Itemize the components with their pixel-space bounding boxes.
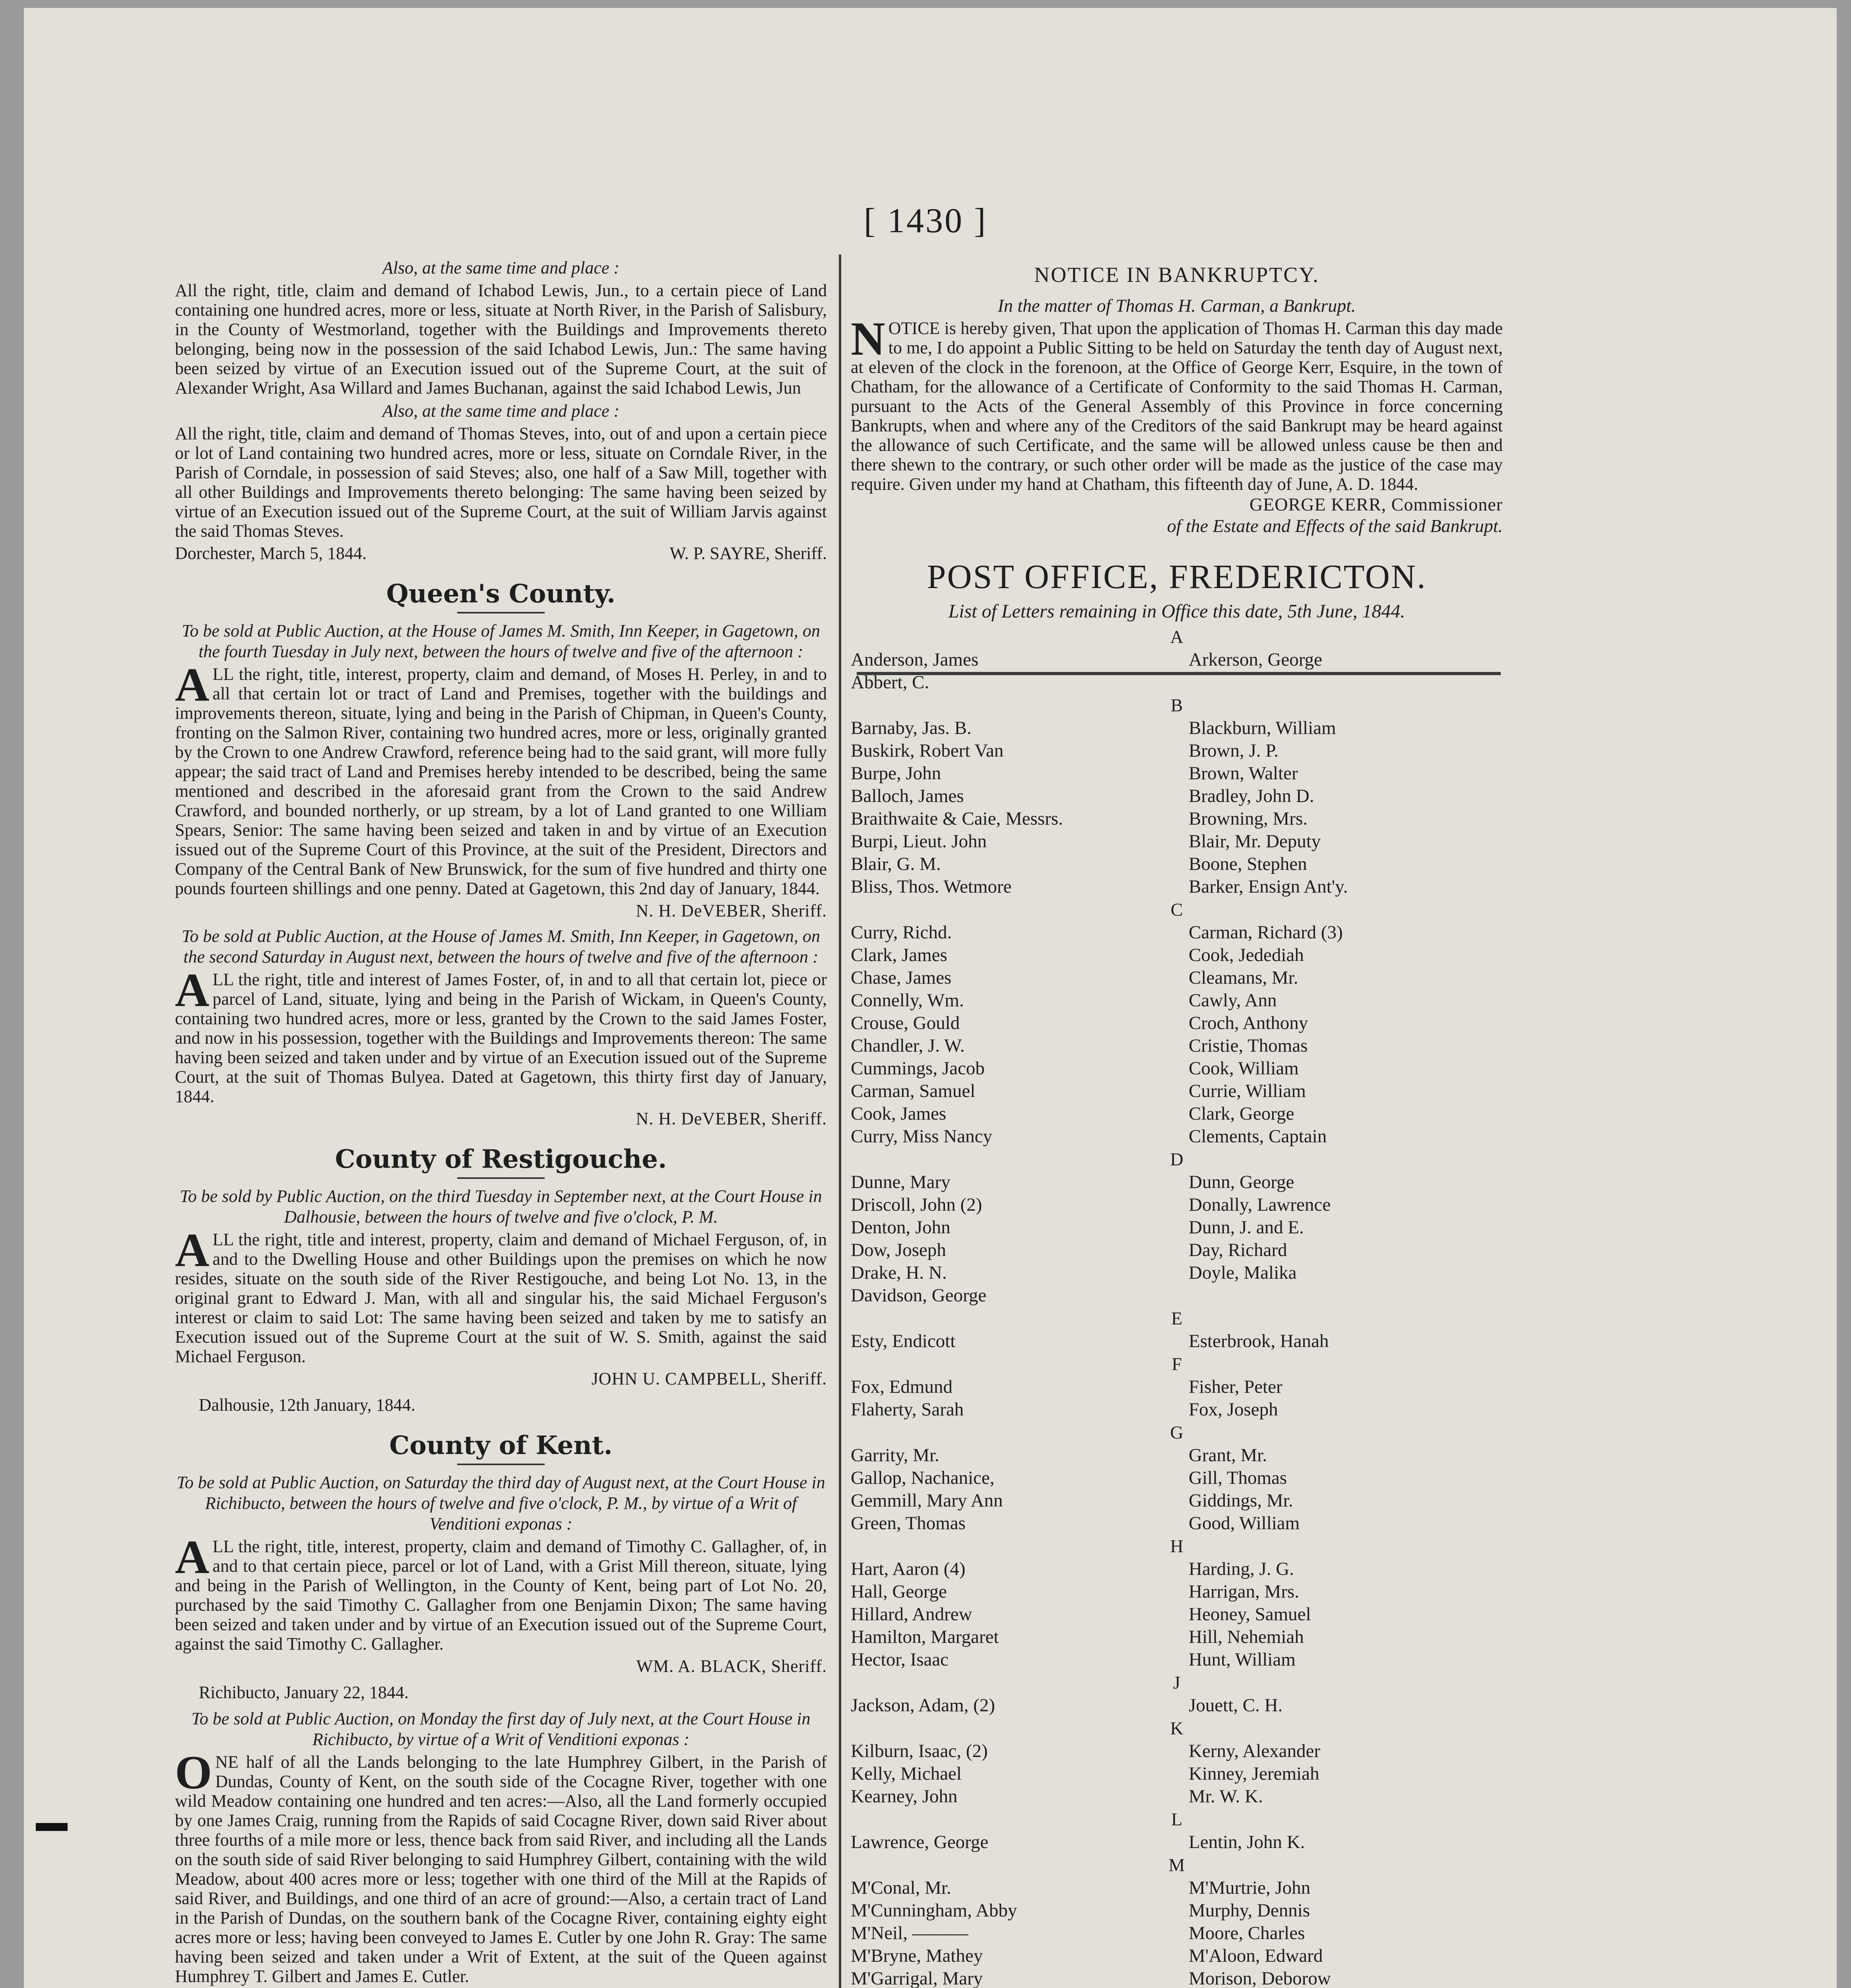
alphabet-letter-heading: L <box>1171 1809 1183 1829</box>
names-column-right <box>1189 1831 1503 1854</box>
heading-ornament <box>457 1464 545 1465</box>
letter-recipient-name: Fisher, Peter <box>1189 1376 1283 1397</box>
notice-header: To be sold at Public Auction, at the House of James M. Smith, Inn Keeper, in Gagetown, on the fourth Tuesday in July next, between the hours of twelve and five of the afternoon : <box>182 621 820 661</box>
notice-body: ALL the right, title, interest, property, claim and demand, of Moses H. Perley, in and to all that certain lot or tract of Land and Premises, together with the buildings and improvements thereon, situate, lying and being in the Parish of Chipman, in Queen's County, fronting on the Salmon River, containing two hundred acres, more or less, originally granted by the Crown to one Andrew Crawford, reference being had to the said grant, will more fully appear; the said tract of Land and Premises hereby intended to be described, being the same mentioned and described in the aforesaid grant from the Crown to the said Andrew Crawford, and bounded northerly, or up stream, by a lot of Land granted to one William Spears, Senior: The same having been seized and taken in and by virtue of an Execution issued out of the Supreme Court of this Province, at the suit of the President, Directors and Company of the Central Bank of New Brunswick, for the sum of five hundred and thirty one pounds fourteen shillings and one penny. Dated at Gagetown, this 2nd day of January, 1844. <box>175 658 827 898</box>
names-column-right <box>1189 1877 1503 1988</box>
names-column-right <box>1189 648 1503 694</box>
notice-body: ALL the right, title and interest of James Foster, of, in and to all that certain lot, piece or parcel of Land, situate, lying and being in the Parish of Wickam, in Queen's County, containing two hundred acres, more or less, granted by the Crown to the said James Foster, and now in his possession, together with the Buildings and Improvements thereon: The same having been seized and taken under and by virtue of an Execution issued out of the Supreme Court, at the suit of Thomas Bulyea. Dated at Gagetown, this thirty first day of January, 1844. <box>175 963 827 1106</box>
sheriff-name: WM. A. BLACK, Sheriff. <box>636 1656 827 1676</box>
dorchester-notices <box>175 258 827 565</box>
letter-recipient-name: Burpe, John <box>851 763 941 784</box>
letter-recipient-name: M'Conal, Mr. <box>851 1877 951 1898</box>
letter-recipient-name: Hart, Aaron (4) <box>851 1559 966 1579</box>
letter-recipient-name: Cook, Jedediah <box>1189 945 1304 965</box>
sheriff-name: JOHN U. CAMPBELL, Sheriff. <box>591 1369 827 1388</box>
letter-recipient-name: Arkerson, George <box>1189 649 1322 670</box>
letter-recipient-name: Boone, Stephen <box>1189 854 1307 874</box>
names-column-right <box>1189 1558 1503 1671</box>
alphabet-letter-heading: C <box>1170 899 1183 920</box>
names-column-left <box>851 1831 1189 1854</box>
names-row <box>851 1376 1503 1421</box>
heading-ornament <box>457 612 545 613</box>
letter-recipient-name: Cleamans, Mr. <box>1189 967 1298 988</box>
names-column-left <box>851 1376 1189 1421</box>
names-column-right <box>1189 1330 1503 1353</box>
names-column-left <box>851 921 1189 1148</box>
letter-recipient-name: Cook, James <box>851 1103 947 1124</box>
margin-mark <box>36 1823 68 1831</box>
letter-recipient-name: Davidson, George <box>851 1285 987 1306</box>
alphabet-letter-heading: H <box>1170 1536 1184 1556</box>
letter-recipient-name: Burpi, Lieut. John <box>851 831 987 852</box>
post-office-subtitle: List of Letters remaining in Office this date, 5th June, 1844. <box>948 601 1405 622</box>
letter-recipient-name: Crouse, Gould <box>851 1013 960 1033</box>
alphabet-letter-heading: A <box>1170 627 1184 647</box>
letter-recipient-name: Blair, Mr. Deputy <box>1189 831 1321 852</box>
letter-recipient-name: Abbert, C. <box>851 672 929 693</box>
county-heading: Queen's County. <box>386 579 616 609</box>
letter-recipient-name: Anderson, James <box>851 649 979 670</box>
letter-recipient-name: Cummings, Jacob <box>851 1058 985 1079</box>
letter-recipient-name: Brown, Walter <box>1189 763 1298 784</box>
letter-recipient-name: Buskirk, Robert Van <box>851 740 1004 761</box>
notice-header: Also, at the same time and place : <box>382 401 620 421</box>
letter-recipient-name: Flaherty, Sarah <box>851 1399 964 1420</box>
alphabet-letter-heading: F <box>1172 1354 1182 1374</box>
names-row <box>851 1877 1503 1988</box>
notice-place-date: Richibucto, January 22, 1844. <box>199 1683 409 1702</box>
letter-recipient-name: Lentin, John K. <box>1189 1832 1305 1852</box>
letter-recipient-name: Brown, J. P. <box>1189 740 1279 761</box>
names-column-left <box>851 1171 1189 1307</box>
names-row <box>851 1444 1503 1535</box>
notice-body: ALL the right, title and interest, property, claim and demand of Michael Ferguson, of, in and to the Dwelling House and other Buildings upon the premises on which he now resides, situate on the south side of the River Restigouche, and being Lot No. 13, in the original grant to Edward J. Man, with all and singular his, the said Michael Ferguson's interest or claim to said Lot: The same having been seized and taken by me to satisfy an Execution issued out of the Supreme Court at the suit of W. S. Smith, against the said Michael Ferguson. <box>175 1223 827 1366</box>
letter-recipient-name: Denton, John <box>851 1217 951 1238</box>
notice-place-date: Dalhousie, 12th January, 1844. <box>199 1395 415 1415</box>
letter-group <box>851 1808 1503 1854</box>
letter-recipient-name: Curry, Richd. <box>851 922 952 943</box>
names-column-right <box>1189 921 1503 1148</box>
names-column-left <box>851 1444 1189 1535</box>
letter-recipient-name: Green, Thomas <box>851 1513 966 1534</box>
letter-recipient-name: Good, William <box>1189 1513 1300 1534</box>
left-column <box>175 254 827 1988</box>
letter-recipient-name: Blackburn, William <box>1189 718 1336 738</box>
letter-recipient-name: Curry, Miss Nancy <box>851 1126 992 1147</box>
letter-recipient-name: Heoney, Samuel <box>1189 1604 1311 1625</box>
letter-recipient-name: Cawly, Ann <box>1189 990 1277 1011</box>
letter-recipient-name: Esterbrook, Hanah <box>1189 1331 1329 1351</box>
bankruptcy-body: NOTICE is hereby given, That upon the application of Thomas H. Carman this day made to me, I do appoint a Public Sitting to be held on Saturday the tenth day of August next, at eleven of the clock in the forenoon, at the Office of George Kerr, Esquire, in the town of Chatham, for the allowance of a Certificate of Conformity to the said Thomas H. Carman, pursuant to the Acts of the General Assembly of this Province in force concerning Bankrupts, when and where any of the Creditors of the said Bankrupt may be heard against the allowance of such Certificate, and the same will be allowed unless cause be then and there shewn to the contrary, or such other order will be made as the justice of the case may require. Given under my hand at Chatham, this fifteenth day of June, A. D. 1844. <box>851 312 1503 494</box>
letter-recipient-name: Hunt, William <box>1189 1649 1296 1670</box>
letter-recipient-name: Carman, Samuel <box>851 1081 976 1101</box>
post-office-letters <box>851 557 1503 1988</box>
letter-recipient-name: Barker, Ensign Ant'y. <box>1189 876 1348 897</box>
letter-recipient-name: Bliss, Thos. Wetmore <box>851 876 1012 897</box>
letter-recipient-name: Cook, William <box>1189 1058 1299 1079</box>
notice-body: ONE half of all the Lands belonging to the late Humphrey Gilbert, in the Parish of Dundas, County of Kent, on the south side of the Cocagne River, together with one wild Meadow containing one hundred and ten acres:—Also, all the Land formerly occupied by one James Craig, running from the Rapids of said Cocagne River, down said River about three fourths of a mile more or less, thence back from said River, and including all the Lands on the south side of said River belonging to said Humphrey Gilbert, containing with the wild Meadow, about 400 acres more or less; together with one third of the Mill at the Rapids of said River, and Buildings, and one third of an acre of ground:—Also, a certain tract of Land in the Parish of Dundas, on the southern bank of the Cocagne River, containing eighty eight acres more or less; having been conveyed to James E. Cutler by one John R. Gray: The same having been seized and taken under a Writ of Extent, at the suit of the Queen against Humphrey T. Gilbert and James E. Cutler. <box>175 1746 827 1986</box>
bankruptcy-matter: In the matter of Thomas H. Carman, a Bankrupt. <box>997 295 1356 316</box>
letter-recipient-name: Hall, George <box>851 1581 947 1602</box>
letter-group <box>851 1535 1503 1671</box>
letter-recipient-name: Blair, G. M. <box>851 854 941 874</box>
letter-group <box>851 1854 1503 1988</box>
names-column-left <box>851 1740 1189 1808</box>
alphabet-letter-heading: J <box>1173 1672 1180 1693</box>
alphabet-letter-heading: K <box>1170 1718 1184 1738</box>
notice-header: To be sold at Public Auction, at the House of James M. Smith, Inn Keeper, in Gagetown, on the second Saturday in August next, between the hours of twelve and five of the afternoon : <box>182 926 820 967</box>
notice-body: ALL the right, title, interest, property, claim and demand of Timothy C. Gallagher, of, in and to that certain piece, parcel or lot of Land, with a Grist Mill thereon, situate, lying and being in the Parish of Wellington, in the County of Kent, being part of Lot No. 20, purchased by the said Timothy C. Gallagher from one Benjamin Dixon; The same having been seized and taken under and by virtue of an Execution issued out of the Supreme Court, against the said Timothy C. Gallagher. <box>175 1530 827 1654</box>
names-row <box>851 921 1503 1148</box>
letter-recipient-name: Dunn, J. and E. <box>1189 1217 1304 1238</box>
notice-body: All the right, title, claim and demand of Ichabod Lewis, Jun., to a certain piece of Land containing one hundred acres, more or less, situate at North River, in the Parish of Salisbury, in the County of Westmorland, together with the Buildings and Improvements thereto belonging, being now in the possession of the said Ichabod Lewis, Jun.: The same having been seized by virtue of an Execution issued out of the Supreme Court, at the suit of Alexander Wright, Asa Willard and James Buchanan, against the said Ichabod Lewis, Jun <box>175 281 827 398</box>
notice-header: To be sold at Public Auction, on Saturday the third day of August next, at the Court House in Richibucto, between the hours of twelve and five o'clock, P. M., by virtue of a Writ of Venditioni exponas : <box>177 1473 825 1534</box>
letter-group <box>851 625 1503 694</box>
kent-county-notices <box>175 1431 827 1988</box>
letter-recipient-name: Giddings, Mr. <box>1189 1490 1293 1511</box>
sheriff-name: N. H. DeVEBER, Sheriff. <box>636 901 827 920</box>
letter-recipient-name: Gemmill, Mary Ann <box>851 1490 1003 1511</box>
notice-header: To be sold by Public Auction, on the third Tuesday in September next, at the Court House in Dalhousie, between the hours of twelve and five o'clock, P. M. <box>180 1186 822 1227</box>
letter-recipient-name: Kilburn, Isaac, (2) <box>851 1741 988 1761</box>
letter-recipient-name: Gill, Thomas <box>1189 1468 1287 1488</box>
letter-recipient-name: Browning, Mrs. <box>1189 808 1308 829</box>
queens-county-notices <box>175 579 827 1130</box>
letter-group <box>851 1421 1503 1535</box>
page-number: [ 1430 ] <box>863 202 988 240</box>
alphabet-letter-heading: M <box>1168 1855 1185 1875</box>
letter-recipient-name: Grant, Mr. <box>1189 1445 1267 1466</box>
county-heading: County of Restigouche. <box>335 1144 667 1174</box>
letter-recipient-name: Jackson, Adam, (2) <box>851 1695 995 1716</box>
alphabet-letter-heading: G <box>1170 1422 1184 1442</box>
letter-recipient-name: Jouett, C. H. <box>1189 1695 1283 1716</box>
letter-recipient-name: M'Bryne, Mathey <box>851 1945 983 1966</box>
letter-recipient-name: Esty, Endicott <box>851 1331 956 1351</box>
right-column <box>851 254 1503 1988</box>
notice-header: Also, at the same time and place : <box>382 258 620 278</box>
letter-recipient-name: Mr. W. K. <box>1189 1786 1263 1807</box>
names-row <box>851 1740 1503 1808</box>
alphabet-letter-heading: D <box>1170 1149 1184 1169</box>
letter-recipient-name: Currie, William <box>1189 1081 1306 1101</box>
names-column-left <box>851 1330 1189 1353</box>
letter-recipient-name: Gallop, Nachanice, <box>851 1468 995 1488</box>
letter-group <box>851 1353 1503 1421</box>
names-row <box>851 1558 1503 1671</box>
letter-recipient-name: Dunn, George <box>1189 1172 1294 1192</box>
letter-recipient-name: Clark, James <box>851 945 947 965</box>
letter-recipient-name: Dunne, Mary <box>851 1172 951 1192</box>
letter-recipient-name: Kinney, Jeremiah <box>1189 1763 1319 1784</box>
alphabet-letter-heading: B <box>1170 695 1183 715</box>
letter-recipient-name: Garrity, Mr. <box>851 1445 939 1466</box>
letter-recipient-name: Hill, Nehemiah <box>1189 1627 1304 1647</box>
sheriff-name: N. H. DeVEBER, Sheriff. <box>636 1109 827 1128</box>
notice-body: All the right, title, claim and demand of Thomas Steves, into, out of and upon a certain piece or lot of Land containing two hundred acres, more or less, situate on Corndale River, in the Parish of Corndale, in possession of said Steves; also, one half of a Saw Mill, together with all other Buildings and Improvements thereto belonging: The same having been seized by virtue of an Execution issued out of the Supreme Court, at the suit of William Jarvis against the said Thomas Steves. <box>175 424 827 541</box>
letter-recipient-name: Fox, Edmund <box>851 1376 953 1397</box>
letter-recipient-name: Kerny, Alexander <box>1189 1741 1321 1761</box>
names-column-right <box>1189 1444 1503 1535</box>
letter-recipient-name: Dow, Joseph <box>851 1240 946 1260</box>
letter-recipient-name: Connelly, Wm. <box>851 990 964 1011</box>
letter-group <box>851 694 1503 898</box>
names-column-right <box>1189 1694 1503 1717</box>
column-divider <box>839 254 841 1988</box>
names-row <box>851 1694 1503 1717</box>
names-column-right <box>1189 717 1503 898</box>
names-column-left <box>851 1877 1189 1988</box>
letter-recipient-name: M'Aloon, Edward <box>1189 1945 1323 1966</box>
letter-recipient-name: Kearney, John <box>851 1786 958 1807</box>
letter-recipient-name: Driscoll, John (2) <box>851 1194 982 1215</box>
names-row <box>851 717 1503 898</box>
letter-recipient-name: Kelly, Michael <box>851 1763 962 1784</box>
restigouche-county-notices <box>175 1144 827 1416</box>
letter-recipient-name: M'Garrigal, Mary <box>851 1968 983 1988</box>
letter-group <box>851 1717 1503 1808</box>
bankruptcy-title: NOTICE IN BANKRUPTCY. <box>1034 263 1319 287</box>
notice-signature <box>175 542 827 565</box>
letter-recipient-name: Clements, Captain <box>1189 1126 1327 1147</box>
names-column-left <box>851 1694 1189 1717</box>
names-column-left <box>851 1558 1189 1671</box>
letter-recipient-name: Moore, Charles <box>1189 1923 1305 1943</box>
letter-recipient-name: Drake, H. N. <box>851 1262 947 1283</box>
letter-recipient-name: Braithwaite & Caie, Messrs. <box>851 808 1063 829</box>
letter-recipient-name: Lawrence, George <box>851 1832 989 1852</box>
letter-group <box>851 1148 1503 1307</box>
letters-list <box>851 625 1503 1988</box>
letter-recipient-name: Hector, Isaac <box>851 1649 949 1670</box>
letter-recipient-name: Day, Richard <box>1189 1240 1287 1260</box>
letter-recipient-name: Bradley, John D. <box>1189 786 1314 806</box>
letter-group <box>851 1307 1503 1353</box>
letter-recipient-name: Croch, Anthony <box>1189 1013 1308 1033</box>
letter-recipient-name: M'Murtrie, John <box>1189 1877 1311 1898</box>
letter-recipient-name: Murphy, Dennis <box>1189 1900 1310 1921</box>
letter-recipient-name: Cristie, Thomas <box>1189 1035 1308 1056</box>
commissioner-name: GEORGE KERR, Commissioner <box>1249 494 1503 514</box>
names-column-left <box>851 717 1189 898</box>
letter-recipient-name: Barnaby, Jas. B. <box>851 718 972 738</box>
bankruptcy-notice <box>851 262 1503 537</box>
names-column-left <box>851 648 1189 694</box>
commissioner-title: of the Estate and Effects of the said Bankrupt. <box>1167 516 1503 536</box>
letter-recipient-name: Donally, Lawrence <box>1189 1194 1331 1215</box>
heading-ornament <box>457 1177 545 1179</box>
letter-recipient-name: Hamilton, Margaret <box>851 1627 999 1647</box>
letter-recipient-name: Chandler, J. W. <box>851 1035 965 1056</box>
letter-recipient-name: Morison, Deborow <box>1189 1968 1331 1988</box>
letter-recipient-name: M'Cunningham, Abby <box>851 1900 1017 1921</box>
letter-recipient-name: Doyle, Malika <box>1189 1262 1297 1283</box>
letter-recipient-name: Clark, George <box>1189 1103 1294 1124</box>
alphabet-letter-heading: E <box>1171 1308 1183 1328</box>
notice-header: To be sold at Public Auction, on Monday the first day of July next, at the Court House in Richibucto, by virtue of a Writ of Venditioni exponas : <box>191 1709 811 1749</box>
notice-place-date: Dorchester, March 5, 1844. <box>175 544 367 563</box>
names-row <box>851 1831 1503 1854</box>
sheriff-name: W. P. SAYRE, Sheriff. <box>669 544 827 563</box>
names-row <box>851 1171 1503 1307</box>
names-column-right <box>1189 1740 1503 1808</box>
letter-recipient-name: Harrigan, Mrs. <box>1189 1581 1300 1602</box>
letter-group <box>851 1671 1503 1717</box>
names-row <box>851 1330 1503 1353</box>
letter-group <box>851 898 1503 1148</box>
letter-recipient-name: Hillard, Andrew <box>851 1604 972 1625</box>
post-office-title: POST OFFICE, FREDERICTON. <box>927 557 1427 596</box>
letter-recipient-name: Carman, Richard (3) <box>1189 922 1343 943</box>
letter-recipient-name: M'Neil, ——— <box>851 1923 968 1943</box>
letter-recipient-name: Harding, J. G. <box>1189 1559 1294 1579</box>
letter-recipient-name: Balloch, James <box>851 786 964 806</box>
names-column-right <box>1189 1376 1503 1421</box>
names-column-right <box>1189 1171 1503 1307</box>
names-row <box>851 648 1503 694</box>
county-heading: County of Kent. <box>389 1431 613 1460</box>
letter-recipient-name: Chase, James <box>851 967 952 988</box>
letter-recipient-name: Fox, Joseph <box>1189 1399 1278 1420</box>
